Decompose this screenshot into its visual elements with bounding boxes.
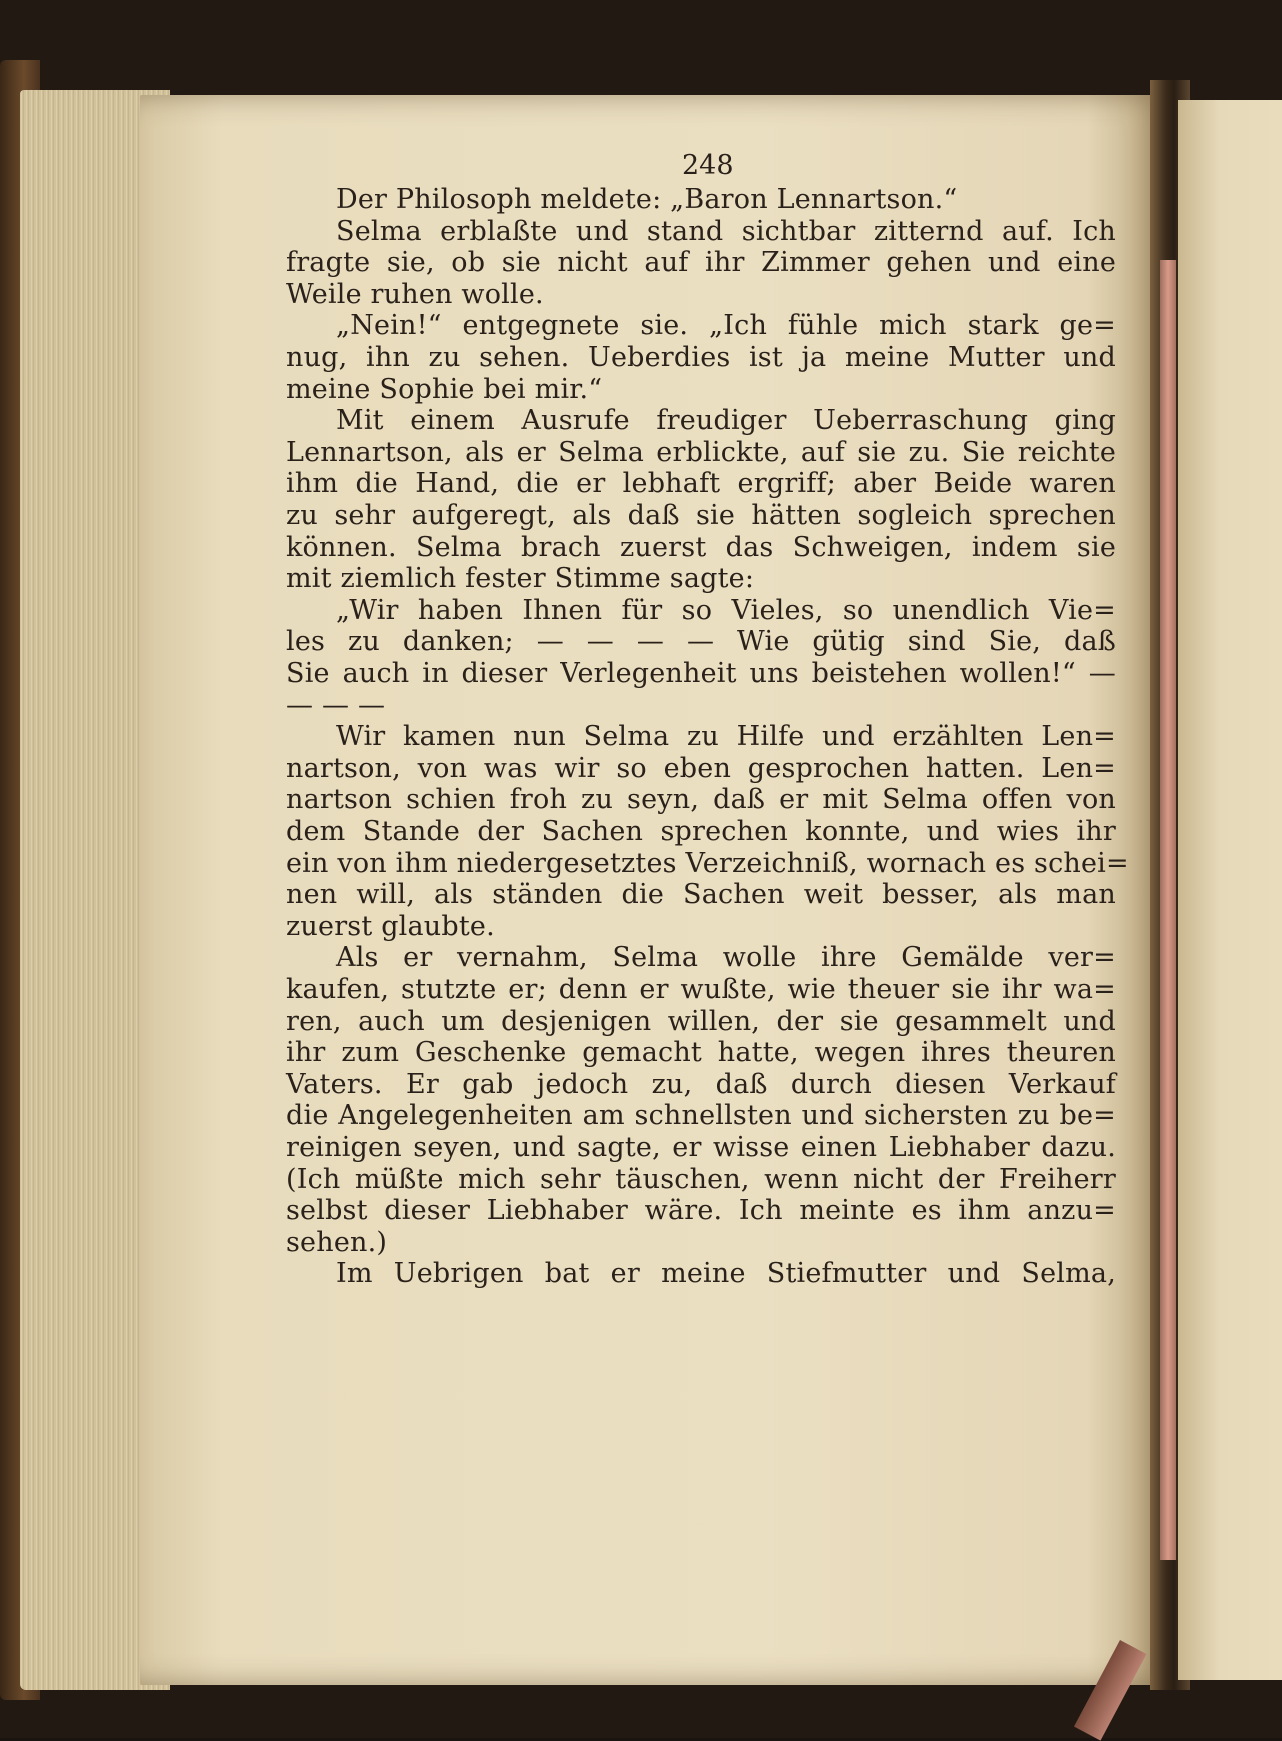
page-number: 248 [682,150,734,181]
text-line: — — — [286,689,386,721]
text-line: „Nein!“ entgegnete sie. „Ich fühle mich stark ge= [336,310,1116,342]
text-line: Als er vernahm, Selma wolle ihre Gemälde ver= [336,942,1116,974]
text-line: Der Philosoph meldete: „Baron Lennartson.“ [336,184,958,215]
text-line: Mit einem Ausrufe freudiger Ueberraschung ging [336,405,1116,437]
text-line: (Ich müßte mich sehr täuschen, wenn nicht der Freiherr [286,1163,1116,1195]
text-line: Vaters. Er gab jedoch zu, daß durch diesen Verkauf [286,1068,1116,1100]
text-line: Sie auch in dieser Verlegenheit uns beistehen wollen!“ — [286,658,1116,689]
text-line: ihr zum Geschenke gemacht hatte, wegen ihres theuren [286,1037,1116,1069]
text-line: zuerst glaubte. [286,910,495,942]
text-line: reinigen seyen, und sagte, er wisse einen Liebhaber dazu. [286,1132,1116,1163]
text-line: Weile ruhen wolle. [286,278,544,310]
text-line: Selma erblaßte und stand sichtbar zitternd auf. Ich [336,215,1116,247]
text-line: sehen.) [286,1226,388,1258]
text-line: zu sehr aufgeregt, als daß sie hätten sogleich sprechen [286,500,1116,531]
text-line: dem Stande der Sachen sprechen konnte, und wies ihr [286,816,1116,847]
text-line: ren, auch um desjenigen willen, der sie gesammelt und [286,1005,1116,1037]
text-line: nug, ihn zu sehen. Ueberdies ist ja meine Mutter und [286,342,1116,373]
text-line: les zu danken; — — — — Wie gütig sind Sie, daß [286,626,1116,658]
text-line: nen will, als ständen die Sachen weit besser, als man [286,879,1116,911]
text-line: die Angelegenheiten am schnellsten und sichersten zu be= [286,1100,1116,1132]
text-line: kaufen, stutzte er; denn er wußte, wie theuer sie ihr wa= [286,974,1116,1005]
text-line: nartson schien froh zu seyn, daß er mit Selma offen von [286,784,1116,816]
text-line: ein von ihm niedergesetztes Verzeichniß, wornach es schei= [286,847,1129,879]
text-line: Wir kamen nun Selma zu Hilfe und erzählten Len= [336,721,1116,753]
text-line: „Wir haben Ihnen für so Vieles, so unendlich Vie= [336,594,1116,626]
bookmark-ribbon [1160,260,1176,1560]
text-line: nartson, von was wir so eben gesprochen hatten. Len= [286,752,1116,784]
text-line: können. Selma brach zuerst das Schweigen, indem sie [286,531,1116,563]
text-line: ihm die Hand, die er lebhaft ergriff; aber Beide waren [286,468,1116,500]
text-line: meine Sophie bei mir.“ [286,373,603,405]
text-line: Im Uebrigen bat er meine Stiefmutter und Selma, [336,1258,1116,1290]
text-line: selbst dieser Liebhaber wäre. Ich meinte es ihm anzu= [286,1195,1116,1227]
text-line: Lennartson, als er Selma erblickte, auf sie zu. Sie reichte [286,436,1116,468]
right-page [1178,100,1282,1680]
text-line: mit ziemlich fester Stimme sagte: [286,563,755,595]
text-line: fragte sie, ob sie nicht auf ihr Zimmer gehen und eine [286,247,1116,279]
